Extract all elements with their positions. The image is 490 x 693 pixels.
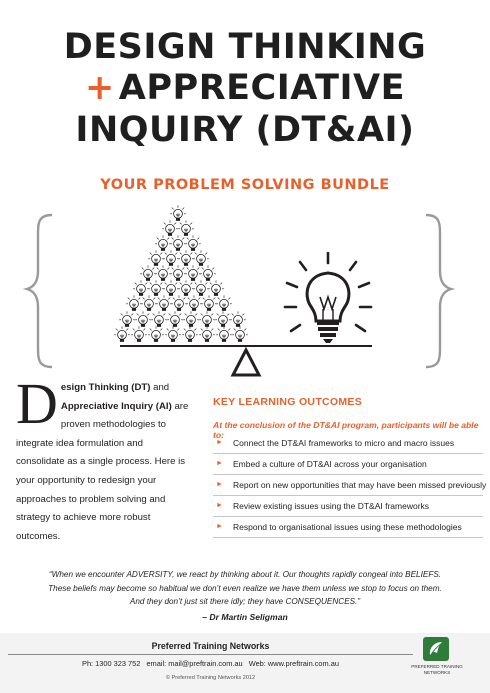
list-item (213, 517, 483, 538)
dt-label: esign Thinking (DT) (60, 382, 151, 393)
lightbulb-icon (178, 250, 194, 265)
outcomes-intro: At the conclusion of the DT&AI program, participants will be able to: (213, 420, 479, 440)
intro-connector: and (150, 382, 170, 393)
bullet-arrow-icon: ► (216, 439, 223, 446)
lightbulb-icon (216, 295, 232, 310)
list-item (213, 454, 483, 475)
title-line-1: DESIGN THINKING (63, 27, 427, 67)
title-line-2-text: APPRECIATIVE (118, 68, 406, 108)
lightbulb-icon (215, 311, 231, 326)
company-name: Preferred Training Networks (151, 641, 270, 651)
bullet-arrow-icon: ► (216, 502, 223, 509)
list-item (213, 433, 483, 454)
brace-left-icon (27, 215, 52, 367)
outcome-text: Embed a culture of DT&AI across your organisation (233, 459, 427, 469)
phone-text: Ph: 1300 323 752 (82, 659, 141, 668)
list-item (213, 475, 487, 496)
lightbulb-icon (162, 220, 178, 235)
lightbulb-icon (185, 235, 201, 250)
subtitle: YOUR PROBLEM SOLVING BUNDLE (100, 177, 390, 193)
lightbulb-icon (148, 326, 164, 341)
lightbulb-icon (170, 205, 186, 220)
lightbulb-icon (140, 265, 156, 280)
outcomes-list (213, 433, 487, 538)
quote-author: – Dr Martin Seligman (202, 612, 288, 622)
outcome-text: Connect the DT&AI frameworks to micro and macro issues (233, 438, 455, 448)
lightbulb-icon (156, 295, 172, 310)
plus-sign: + (84, 68, 115, 108)
lightbulb-icon (199, 326, 215, 341)
lightbulb-icon (178, 220, 194, 235)
lightbulb-icon (193, 250, 209, 265)
bullet-arrow-icon: ► (216, 481, 223, 488)
lightbulb-icon (185, 265, 201, 280)
lightbulb-icon (135, 311, 151, 326)
lightbulb-icon (148, 280, 164, 295)
lightbulb-icon (216, 326, 232, 341)
lightbulb-icon (114, 326, 130, 341)
title-line-3: INQUIRY (DT&AI) (75, 110, 415, 150)
lightbulb-icon (126, 295, 142, 310)
bullet-arrow-icon: ► (216, 460, 223, 467)
lightbulb-icon (167, 311, 183, 326)
lightbulb-icon (163, 280, 179, 295)
lightbulb-pile (114, 205, 248, 341)
lightbulb-icon (131, 326, 147, 341)
intro-paragraph (16, 371, 192, 546)
fulcrum-icon (233, 350, 259, 375)
lightbulb-icon (141, 295, 157, 310)
lightbulb-icon (155, 265, 171, 280)
bullet-arrow-icon: ► (216, 523, 223, 530)
quote (40, 568, 450, 609)
lightbulb-icon (230, 311, 246, 326)
lightbulb-icon (285, 253, 371, 343)
lightbulb-icon (232, 326, 248, 341)
lightbulb-icon (133, 280, 149, 295)
lightbulb-icon (163, 250, 179, 265)
contact-line (8, 659, 413, 668)
lightbulb-icon (201, 295, 217, 310)
lightbulb-icon (155, 235, 171, 250)
lightbulb-icon (200, 265, 216, 280)
lightbulb-icon (171, 295, 187, 310)
lightbulb-icon (193, 280, 209, 295)
lightbulb-icon (199, 311, 215, 326)
lightbulb-icon (178, 280, 194, 295)
lightbulb-icon (208, 280, 224, 295)
lightbulb-icon (148, 250, 164, 265)
copyright: © Preferred Training Networks 2012 (165, 675, 256, 681)
ptn-logo-icon (423, 637, 449, 661)
drop-cap: D (16, 371, 58, 436)
lightbulb-icon (119, 311, 135, 326)
footer-divider (8, 654, 413, 655)
ai-label: Appreciative Inquiry (AI) (60, 400, 172, 412)
list-item (213, 496, 483, 517)
lightbulb-icon (170, 235, 186, 250)
logo-caption: PREFERRED TRAINING NETWORKS (411, 664, 463, 675)
web-link[interactable]: Web: www.preftrain.com.au (248, 659, 339, 668)
lightbulb-icon (182, 326, 198, 341)
lightbulb-icon (186, 295, 202, 310)
quote-line: And they don’t just sit there idly; they have CONSEQUENCES.” (129, 597, 361, 606)
lightbulb-icon (183, 311, 199, 326)
lightbulb-icon (170, 265, 186, 280)
outcome-text: Respond to organisational issues using these methodologies (233, 522, 462, 532)
outcome-text: Report on new opportunities that may have been missed previously (233, 480, 487, 490)
email-link[interactable]: email: mail@preftrain.com.au (146, 659, 243, 668)
outcomes-heading: KEY LEARNING OUTCOMES (213, 396, 363, 408)
lightbulb-icon (151, 311, 167, 326)
illustration (0, 195, 490, 385)
lightbulb-icon (165, 326, 181, 341)
quote-line: These beliefs may become so habitual we don’t even realize we have them unless we stop to focus on them. (48, 583, 442, 593)
brace-right-icon (426, 215, 451, 367)
outcome-text: Review existing issues using the DT&AI frameworks (233, 501, 430, 511)
title-line-2 (0, 68, 490, 109)
intro-body: are proven methodologies to integrate idea formulation and consolidate as a single process. Here is your opportunity to redesign your approaches to problem solving and strategy to achieve more robust outcomes. (16, 400, 189, 542)
quote-line: “When we encounter ADVERSITY, we react by thinking about it. Our thoughts rapidly congeal into BELIEFS. (48, 570, 442, 579)
